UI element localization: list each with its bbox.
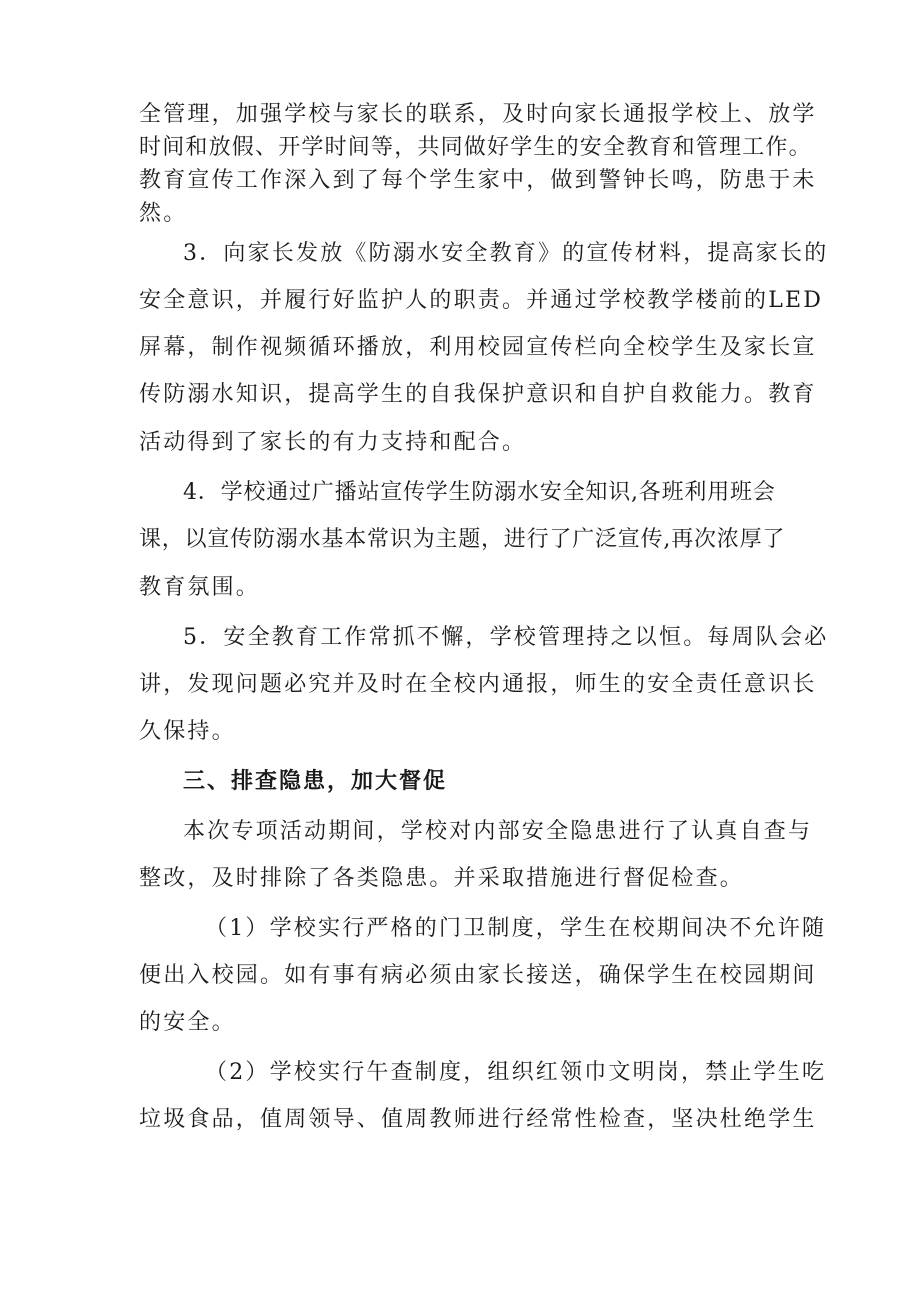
text-line: 久保持。 [139, 719, 236, 744]
text-line: 传防溺水知识，提高学生的自我保护意识和自护自救能力。教育 [139, 382, 817, 407]
text-line: 时间和放假、开学时间等，共同做好学生的安全教育和管理工作。 [139, 135, 812, 160]
text-line: 本次专项活动期间，学校对内部安全隐患进行了认真自查与 [183, 819, 813, 844]
text-line: 屏幕，制作视频循环播放，利用校园宣传栏向全校学生及家长宣 [139, 335, 817, 360]
text-line: 垃圾食品，值周领导、值周教师进行经常性检查，坚决杜绝学生 [139, 1107, 817, 1132]
text-line: 教育氛围。 [139, 575, 261, 600]
text-line: 讲，发现问题必究并及时在全校内通报，师生的安全责任意识长 [139, 672, 817, 697]
text-line: 教育宣传工作深入到了每个学生家中，做到警钟长鸣，防患于未 [139, 168, 817, 193]
section-heading: 三、排查隐患，加大督促 [183, 769, 448, 794]
text-line: 4．学校通过广播站宣传学生防溺水安全知识,各班利用班会 [183, 480, 776, 505]
text-line: 的安全。 [139, 1010, 236, 1035]
text-line: 3．向家长发放《防溺水安全教育》的宣传材料，提高家长的 [183, 241, 829, 266]
text-line: 全管理，加强学校与家长的联系，及时向家长通报学校上、放学 [139, 102, 817, 127]
text-line: 5．安全教育工作常抓不懈，学校管理持之以恒。每周队会必 [183, 625, 829, 650]
text-line: 安全意识，并履行好监护人的职责。并通过学校教学楼前的LED [139, 288, 824, 313]
text-line: （1）学校实行严格的门卫制度，学生在校期间决不允许随 [205, 916, 827, 941]
text-line: 整改，及时排除了各类隐患。并采取措施进行督促检查。 [139, 866, 745, 891]
text-line: 课，以宣传防溺水基本常识为主题，进行了广泛宣传,再次浓厚了 [139, 527, 786, 552]
text-line: 然。 [139, 201, 188, 226]
text-line: 便出入校园。如有事有病必须由家长接送，确保学生在校园期间 [139, 963, 817, 988]
text-line: （2）学校实行午查制度，组织红领巾文明岗，禁止学生吃 [205, 1060, 827, 1085]
text-line: 活动得到了家长的有力支持和配合。 [139, 430, 527, 455]
